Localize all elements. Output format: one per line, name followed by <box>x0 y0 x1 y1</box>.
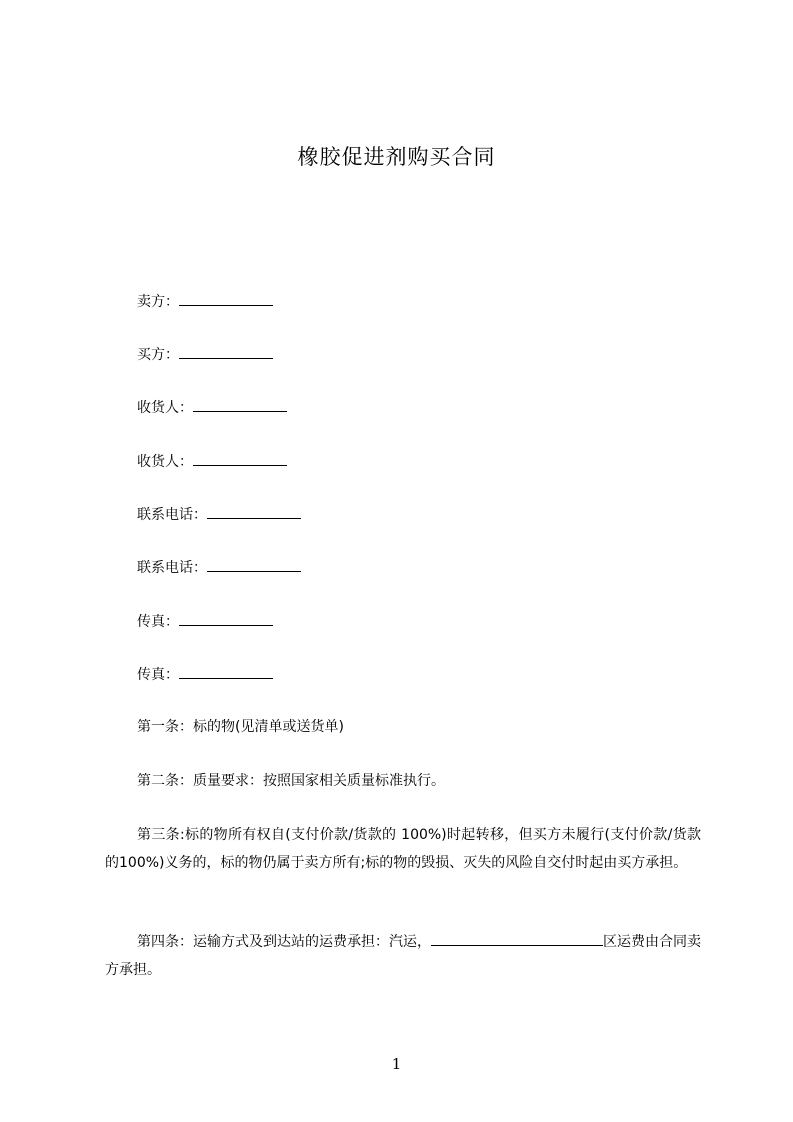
fax-blank-1[interactable] <box>179 611 273 626</box>
seller-blank[interactable] <box>179 291 273 306</box>
seller-field <box>137 291 273 312</box>
seller-label: 卖方： <box>137 294 179 310</box>
clause-4-text-after: 区运费由合同卖方承担。 <box>105 934 701 978</box>
buyer-field <box>137 344 273 365</box>
fax-field-1 <box>137 611 273 632</box>
clause-1: 第一条：标的物(见清单或送货单) <box>137 719 344 735</box>
phone-blank-2[interactable] <box>207 557 301 572</box>
phone-field-2 <box>137 557 301 578</box>
buyer-blank[interactable] <box>179 344 273 359</box>
phone-label-1: 联系电话： <box>137 507 207 523</box>
fax-label-1: 传真： <box>137 614 179 630</box>
clause-3: 第三条:标的物所有权自(支付价款/货款的 100%)时起转移，但买方未履行(支付价款/货款的100%)义务的，标的物仍属于卖方所有;标的物的毁损、灭失的风险自交付时起由买方承担。 <box>105 827 701 871</box>
phone-blank-1[interactable] <box>207 504 301 519</box>
document-title: 橡胶促进剂购买合同 <box>297 145 496 169</box>
consignee-label-2: 收货人： <box>137 454 193 470</box>
fax-label-2: 传真： <box>137 667 179 683</box>
consignee-blank-2[interactable] <box>193 451 287 466</box>
clause-4 <box>105 928 701 984</box>
clause-4-blank[interactable] <box>431 931 603 946</box>
fax-blank-2[interactable] <box>179 664 273 679</box>
consignee-label-1: 收货人： <box>137 400 193 416</box>
phone-label-2: 联系电话： <box>137 560 207 576</box>
consignee-field-1 <box>137 397 287 418</box>
clause-2: 第二条：质量要求：按照国家相关质量标准执行。 <box>137 773 445 789</box>
consignee-field-2 <box>137 451 287 472</box>
consignee-blank-1[interactable] <box>193 397 287 412</box>
buyer-label: 买方： <box>137 347 179 363</box>
clause-4-text-before: 第四条：运输方式及到达站的运费承担：汽运， <box>137 934 431 950</box>
phone-field-1 <box>137 504 301 525</box>
fax-field-2 <box>137 664 273 685</box>
page-number: 1 <box>391 1055 402 1073</box>
